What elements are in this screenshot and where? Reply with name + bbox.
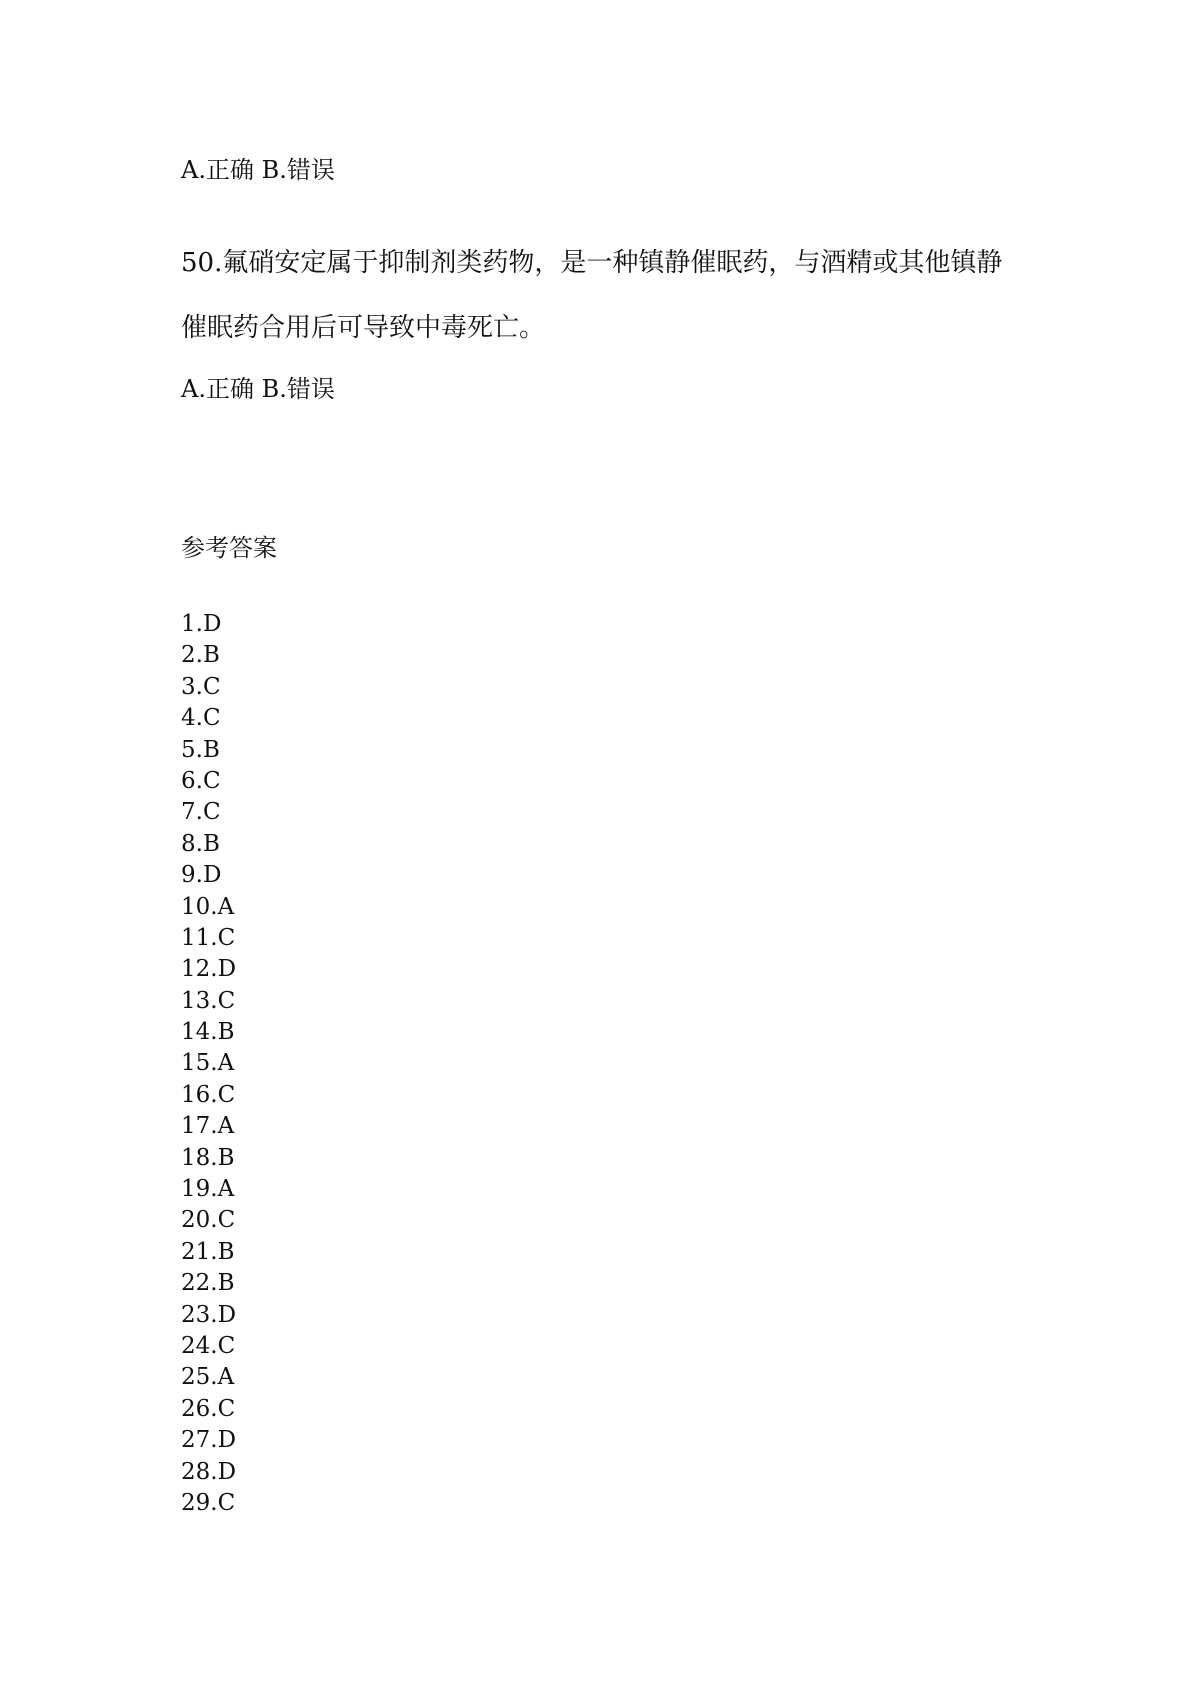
answer-item: 4.C [181, 705, 221, 732]
answer-item: 5.B [181, 736, 220, 763]
question-50-text-line-2: 催眠药合用后可导致中毒死亡。 [181, 313, 546, 343]
answer-item: 6.C [181, 767, 221, 794]
answer-item: 11.C [181, 924, 236, 951]
answer-item: 23.D [181, 1301, 237, 1328]
answer-item: 7.C [181, 799, 221, 826]
answer-item: 20.C [181, 1207, 236, 1234]
answer-item: 14.B [181, 1019, 235, 1046]
answer-item: 13.C [181, 987, 236, 1014]
answer-item: 22.B [181, 1270, 235, 1297]
answer-item: 28.D [181, 1458, 237, 1485]
answer-item: 21.B [181, 1238, 235, 1265]
answer-item: 17.A [181, 1113, 235, 1140]
answer-item: 29.C [181, 1489, 236, 1516]
answer-item: 8.B [181, 830, 220, 857]
answer-item: 25.A [181, 1364, 235, 1391]
answer-item: 15.A [181, 1050, 235, 1077]
answer-item: 2.B [181, 642, 220, 669]
answer-item: 12.D [181, 956, 237, 983]
previous-question-options: A.正确 B.错误 [181, 156, 335, 184]
answers-heading: 参考答案 [181, 534, 277, 562]
answer-item: 26.C [181, 1395, 236, 1422]
answer-item: 9.D [181, 862, 222, 889]
answer-item: 19.A [181, 1176, 235, 1203]
answer-item: 24.C [181, 1332, 236, 1359]
answer-item: 27.D [181, 1427, 237, 1454]
question-50-text-line-1: 50.氟硝安定属于抑制剂类药物，是一种镇静催眠药，与酒精或其他镇静 [181, 248, 1003, 278]
answer-item: 10.A [181, 893, 235, 920]
answer-item: 1.D [181, 611, 222, 637]
answer-item: 16.C [181, 1081, 236, 1108]
question-50-options: A.正确 B.错误 [181, 375, 335, 403]
answer-list [181, 609, 236, 1519]
answer-item: 18.B [181, 1144, 235, 1171]
answer-item: 3.C [181, 673, 221, 700]
